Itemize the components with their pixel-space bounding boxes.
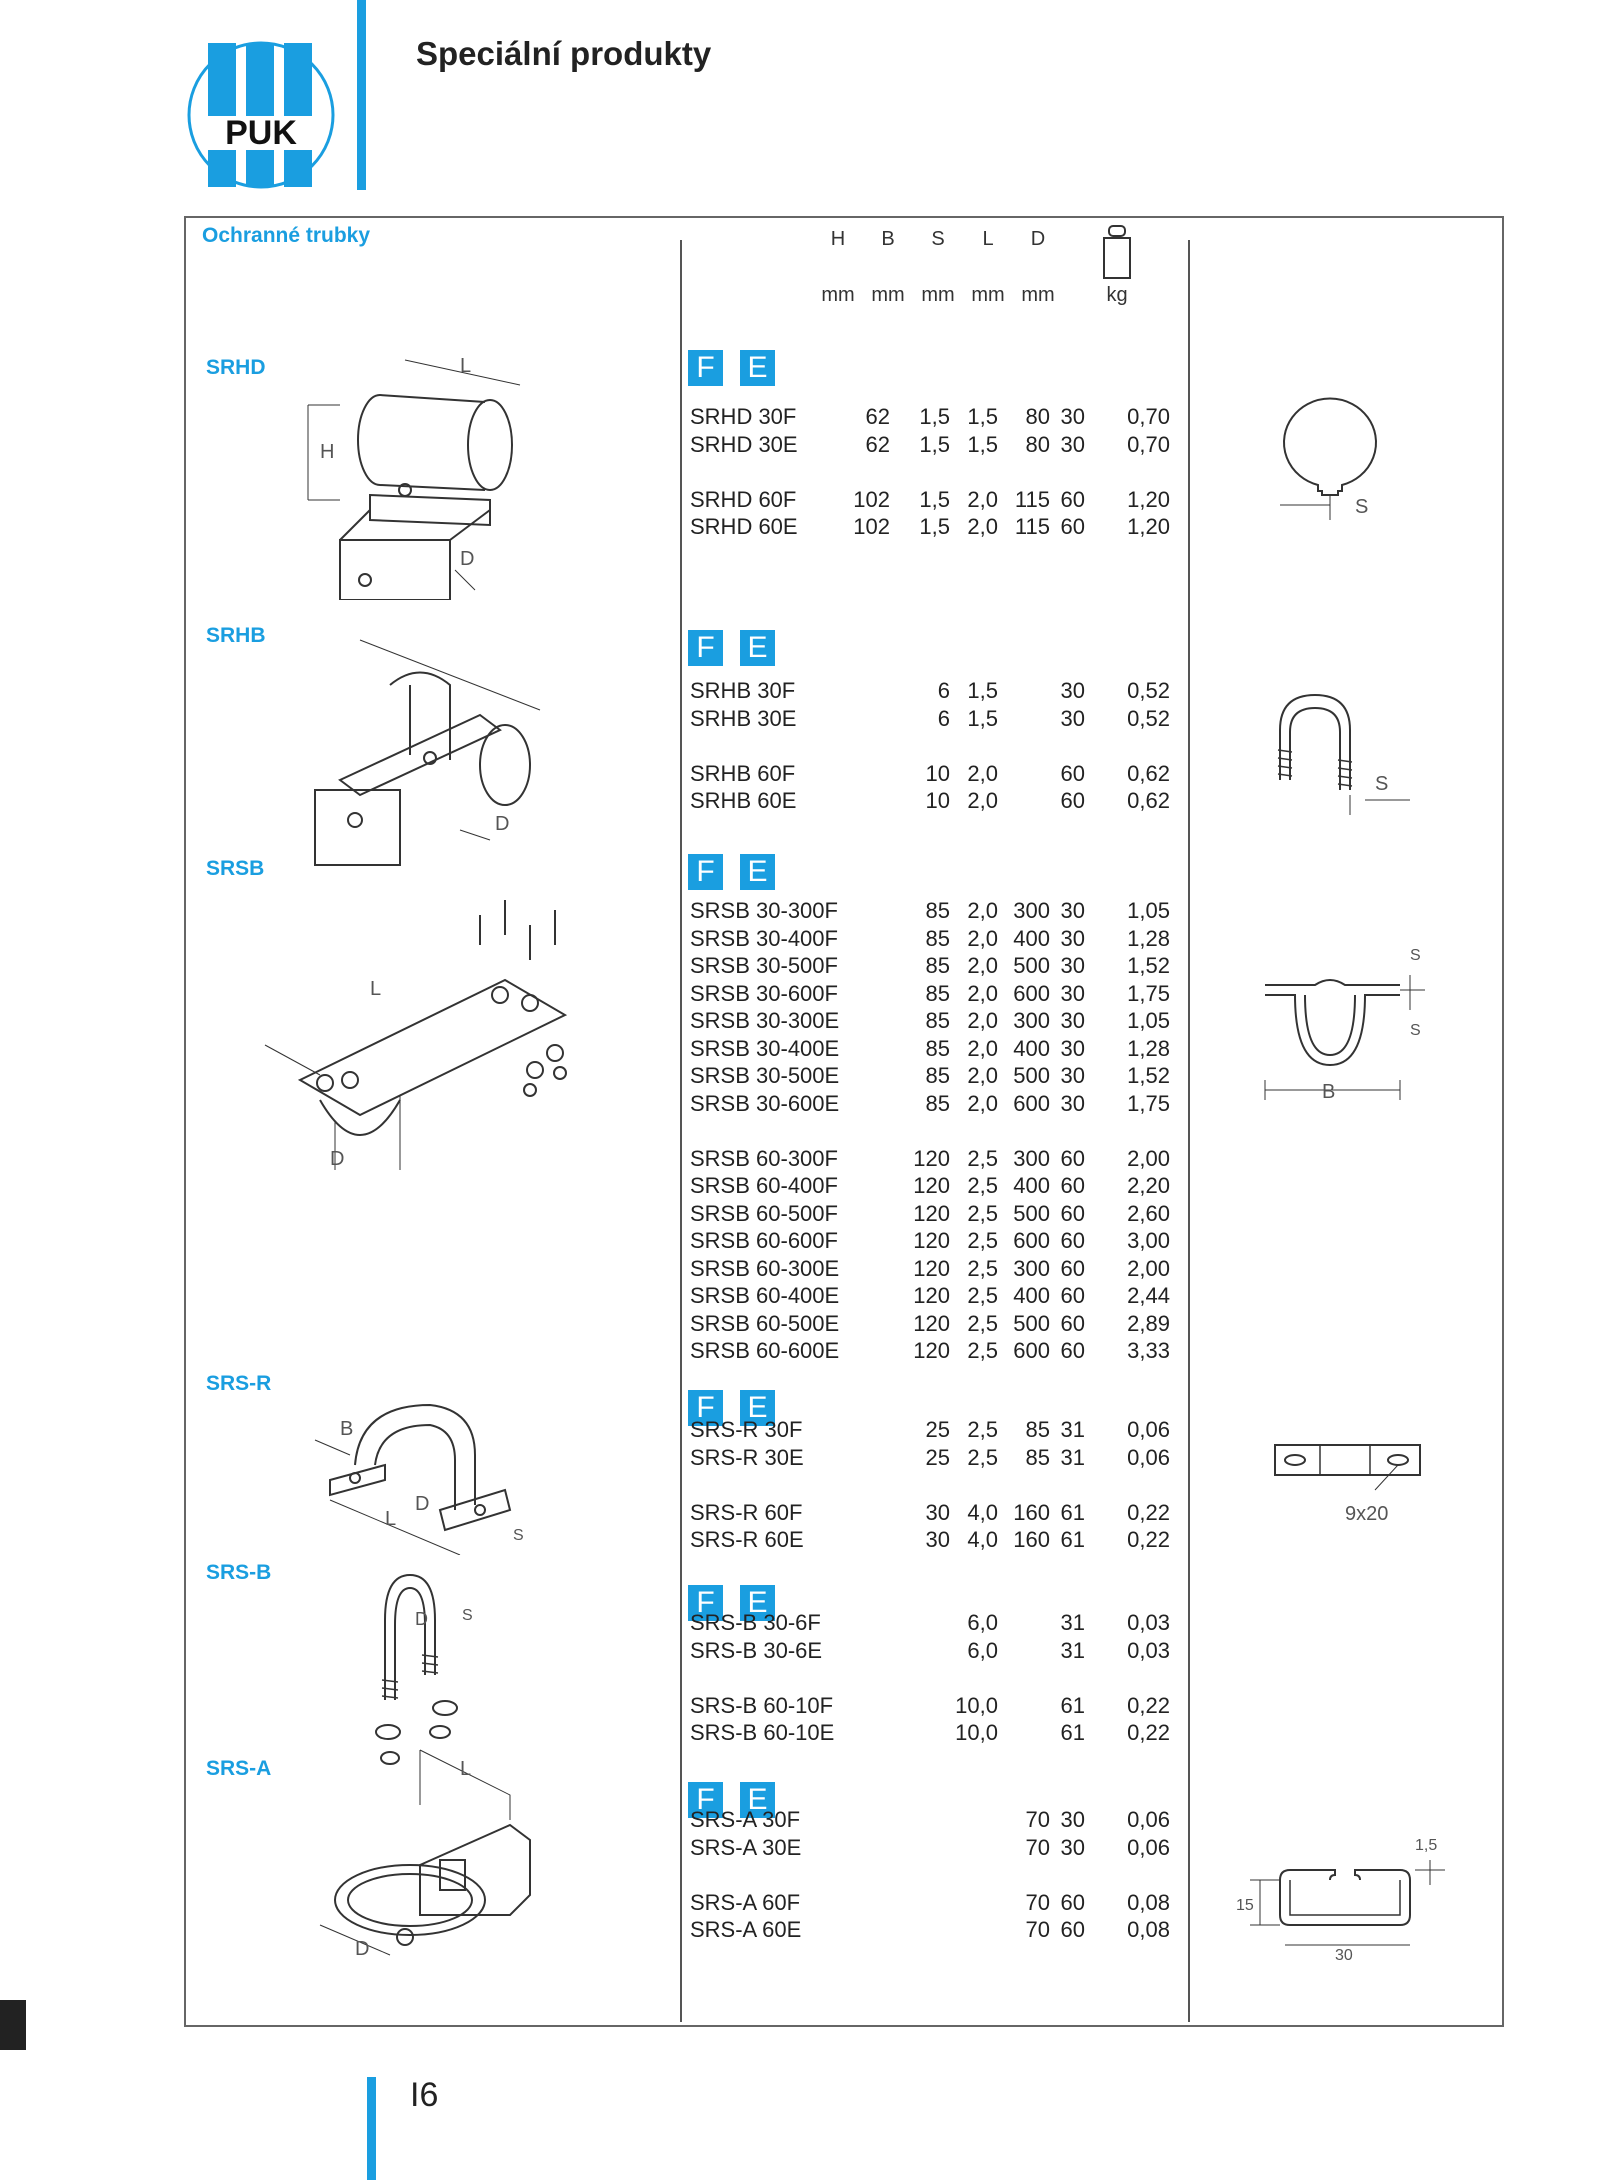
cell-d: 60 — [1060, 1338, 1085, 1363]
cell-s: 2,0 — [967, 925, 998, 951]
cell-l: 70 — [1025, 1807, 1050, 1832]
cell-b: 1,5 — [919, 514, 950, 539]
cell-d: 30 — [1060, 678, 1085, 703]
cell-l: 80 — [1025, 404, 1050, 429]
cell-name: SRS-B 30-6E — [690, 1637, 823, 1663]
cell-kg: 3,33 — [1127, 1338, 1170, 1363]
cell-s: 2,0 — [967, 1090, 998, 1116]
srhb-profile — [1270, 690, 1410, 820]
cell-s: 6,0 — [967, 1637, 998, 1663]
cell-kg: 0,08 — [1127, 1889, 1170, 1915]
cell-l: 70 — [1025, 1889, 1050, 1915]
column-separator-left — [680, 240, 682, 2022]
srs-a-profile — [1230, 1820, 1455, 1965]
cell-l: 600 — [1013, 1338, 1050, 1363]
cell-l: 160 — [1013, 1527, 1050, 1552]
cell-s: 2,0 — [967, 486, 998, 512]
cell-name: SRSB 60-500E — [690, 1310, 840, 1336]
cell-l: 85 — [1025, 1444, 1050, 1470]
col-unit-s: mm — [921, 284, 955, 306]
cell-b: 120 — [913, 1255, 950, 1281]
dim-label-l: L — [460, 1758, 472, 1780]
cell-b: 120 — [913, 1283, 950, 1308]
cell-s: 2,0 — [967, 514, 998, 539]
cell-name: SRHD 30F — [690, 404, 797, 429]
cell-l: 85 — [1025, 1417, 1050, 1442]
cell-b: 85 — [925, 980, 950, 1006]
cell-l: 400 — [1013, 1283, 1050, 1308]
header-accent-bar — [357, 0, 366, 190]
cell-l: 300 — [1013, 1255, 1050, 1281]
cell-kg: 1,75 — [1127, 980, 1170, 1006]
cell-s: 1,5 — [967, 431, 998, 457]
cell-name: SRHD 60F — [690, 486, 797, 512]
cell-name: SRSB 60-500F — [690, 1200, 838, 1226]
cell-d: 60 — [1060, 1283, 1085, 1308]
cell-kg: 0,08 — [1127, 1917, 1170, 1942]
cell-name: SRS-R 30E — [690, 1444, 804, 1470]
cell-kg: 2,00 — [1127, 1145, 1170, 1171]
cell-s: 1,5 — [967, 705, 998, 731]
cell-s: 2,0 — [967, 980, 998, 1006]
cell-l: 70 — [1025, 1917, 1050, 1942]
product-label-srhd: SRHD — [206, 356, 266, 379]
dim-label-s-top: S — [1410, 947, 1421, 964]
cell-l: 300 — [1013, 1008, 1050, 1033]
badge-e: E — [740, 1585, 775, 1621]
badge-f: F — [688, 1585, 723, 1621]
cell-d: 60 — [1060, 1310, 1085, 1336]
cell-name: SRSB 30-600F — [690, 980, 838, 1006]
cell-kg: 1,20 — [1127, 514, 1170, 539]
cell-s: 2,5 — [967, 1310, 998, 1336]
cell-name: SRS-B 30-6F — [690, 1610, 821, 1635]
cell-kg: 1,05 — [1127, 1008, 1170, 1033]
cell-name: SRSB 30-600E — [690, 1090, 840, 1116]
srs-r-profile — [1270, 1430, 1430, 1530]
cell-b: 1,5 — [919, 486, 950, 512]
cell-kg: 1,05 — [1127, 898, 1170, 923]
slot-label: 9x20 — [1345, 1503, 1389, 1525]
cell-name: SRSB 30-300F — [690, 898, 838, 923]
cell-name: SRSB 60-600F — [690, 1228, 838, 1253]
dim-label-15: 15 — [1236, 1897, 1254, 1914]
cell-b: 85 — [925, 1063, 950, 1088]
cell-d: 31 — [1060, 1637, 1085, 1663]
cell-d: 60 — [1060, 1200, 1085, 1226]
cell-s: 2,0 — [967, 953, 998, 978]
cell-s: 10,0 — [955, 1720, 998, 1745]
cell-b: 10 — [925, 760, 950, 786]
product-label-srs-r: SRS-R — [206, 1372, 272, 1395]
cell-d: 60 — [1060, 514, 1085, 539]
srs-r-illustration — [310, 1385, 530, 1555]
cell-l: 600 — [1013, 1090, 1050, 1116]
cell-kg: 0,62 — [1127, 760, 1170, 786]
product-label-srs-b: SRS-B — [206, 1561, 272, 1584]
dim-label-30: 30 — [1335, 1947, 1353, 1964]
cell-d: 30 — [1060, 1090, 1085, 1116]
product-label-srsb: SRSB — [206, 857, 265, 880]
cell-name: SRSB 60-300E — [690, 1255, 840, 1281]
dim-label-d: D — [415, 1493, 430, 1515]
srsb-illustration — [260, 885, 590, 1205]
cell-l: 600 — [1013, 1228, 1050, 1253]
cell-name: SRS-R 60E — [690, 1527, 804, 1552]
dim-label-h: H — [320, 441, 335, 463]
cell-b: 120 — [913, 1200, 950, 1226]
cell-d: 60 — [1060, 1255, 1085, 1281]
cell-name: SRSB 30-500E — [690, 1063, 840, 1088]
cell-s: 2,0 — [967, 1008, 998, 1033]
badge-e: E — [740, 350, 775, 386]
cell-kg: 3,00 — [1127, 1228, 1170, 1253]
cell-kg: 0,03 — [1127, 1610, 1170, 1635]
cell-kg: 1,52 — [1127, 953, 1170, 978]
col-header-h: H — [830, 228, 846, 250]
col-unit-l: mm — [971, 284, 1005, 306]
cell-h: 62 — [865, 404, 890, 429]
cell-kg: 1,28 — [1127, 1035, 1170, 1061]
cell-name: SRSB 60-400F — [690, 1173, 838, 1198]
cell-d: 60 — [1060, 1228, 1085, 1253]
cell-d: 60 — [1060, 788, 1085, 813]
cell-l: 300 — [1013, 1145, 1050, 1171]
cell-d: 30 — [1060, 925, 1085, 951]
cell-kg: 0,22 — [1127, 1527, 1170, 1552]
cell-name: SRS-R 30F — [690, 1417, 803, 1442]
cell-kg: 1,28 — [1127, 925, 1170, 951]
cell-name: SRHB 60F — [690, 760, 796, 786]
dim-label-b: B — [1322, 1081, 1336, 1103]
cell-kg: 0,06 — [1127, 1807, 1170, 1832]
cell-kg: 2,60 — [1127, 1200, 1170, 1226]
cell-kg: 0,62 — [1127, 788, 1170, 813]
cell-s: 2,5 — [967, 1417, 998, 1442]
cell-b: 85 — [925, 1090, 950, 1116]
dim-label-s: S — [462, 1607, 473, 1624]
cell-s: 10,0 — [955, 1692, 998, 1718]
cell-b: 85 — [925, 1035, 950, 1061]
dim-label-s-bottom: S — [1410, 1022, 1421, 1039]
cell-s: 2,5 — [967, 1283, 998, 1308]
cell-s: 2,0 — [967, 760, 998, 786]
cell-name: SRS-A 30F — [690, 1807, 801, 1832]
cell-d: 30 — [1060, 404, 1085, 429]
cell-s: 2,5 — [967, 1200, 998, 1226]
cell-kg: 0,52 — [1127, 678, 1170, 703]
cell-l: 600 — [1013, 980, 1050, 1006]
dim-label-s: S — [1375, 773, 1389, 795]
cell-l: 500 — [1013, 1200, 1050, 1226]
cell-l: 115 — [1014, 514, 1050, 539]
cell-b: 120 — [913, 1338, 950, 1363]
cell-kg: 2,00 — [1127, 1255, 1170, 1281]
cell-d: 60 — [1060, 1917, 1085, 1942]
section-title: Ochranné trubky — [202, 224, 371, 247]
cell-name: SRSB 60-300F — [690, 1145, 838, 1171]
page-number: I6 — [410, 2076, 439, 2114]
badge-e: E — [740, 1390, 775, 1426]
cell-b: 120 — [913, 1173, 950, 1198]
cell-b: 85 — [925, 898, 950, 923]
cell-kg: 2,89 — [1127, 1310, 1170, 1336]
cell-kg: 0,22 — [1127, 1692, 1170, 1718]
product-label-srhb: SRHB — [206, 624, 266, 647]
dim-label-l: L — [460, 355, 472, 377]
cell-d: 60 — [1060, 760, 1085, 786]
cell-d: 61 — [1060, 1692, 1085, 1718]
cell-b: 6 — [937, 678, 950, 703]
cell-d: 30 — [1060, 1063, 1085, 1088]
badges-srhd — [688, 350, 792, 386]
srsb-profile — [1260, 930, 1460, 1110]
cell-kg: 0,52 — [1127, 705, 1170, 731]
cell-name: SRHD 60E — [690, 514, 798, 539]
col-unit-kg: kg — [1106, 284, 1128, 306]
srhb-illustration — [300, 630, 545, 870]
cell-b: 10 — [925, 788, 950, 813]
cell-name: SRS-R 60F — [690, 1499, 803, 1525]
cell-kg: 0,06 — [1127, 1417, 1170, 1442]
cell-d: 30 — [1060, 705, 1085, 731]
dim-label-d: D — [330, 1148, 345, 1170]
cell-s: 2,5 — [967, 1145, 998, 1171]
cell-d: 61 — [1060, 1499, 1085, 1525]
cell-d: 30 — [1060, 1807, 1085, 1832]
col-header-l: L — [982, 228, 994, 250]
cell-name: SRHB 30E — [690, 705, 797, 731]
cell-d: 30 — [1060, 980, 1085, 1006]
cell-name: SRS-A 60E — [690, 1917, 802, 1942]
cell-name: SRSB 30-400F — [690, 925, 838, 951]
dim-label-d: D — [355, 1938, 370, 1960]
cell-kg: 0,06 — [1127, 1444, 1170, 1470]
cell-kg: 0,70 — [1127, 431, 1170, 457]
cell-name: SRSB 60-400E — [690, 1283, 840, 1308]
cell-s: 2,5 — [967, 1338, 998, 1363]
cell-l: 300 — [1013, 898, 1050, 923]
cell-kg: 0,22 — [1127, 1720, 1170, 1745]
cell-b: 120 — [913, 1310, 950, 1336]
dim-label-1-5: 1,5 — [1415, 1837, 1438, 1854]
cell-d: 61 — [1060, 1527, 1085, 1552]
cell-h: 62 — [865, 431, 890, 457]
cell-l: 400 — [1013, 925, 1050, 951]
cell-name: SRS-A 30E — [690, 1834, 802, 1860]
dim-label-b: B — [340, 1418, 354, 1440]
cell-h: 102 — [853, 486, 890, 512]
cell-l: 500 — [1013, 953, 1050, 978]
cell-kg: 0,03 — [1127, 1637, 1170, 1663]
cell-name: SRSB 60-600E — [690, 1338, 840, 1363]
cell-b: 30 — [925, 1527, 950, 1552]
chapter-tab — [0, 2000, 26, 2050]
page-title: Speciální produkty — [416, 35, 712, 72]
cell-s: 2,5 — [967, 1255, 998, 1281]
logo-text: PUK — [225, 114, 297, 152]
badge-f: F — [688, 854, 723, 890]
cell-d: 30 — [1060, 953, 1085, 978]
cell-l: 80 — [1025, 431, 1050, 457]
cell-l: 500 — [1013, 1310, 1050, 1336]
dim-label-s: S — [513, 1527, 524, 1544]
cell-d: 30 — [1060, 1008, 1085, 1033]
cell-b: 1,5 — [919, 431, 950, 457]
footer-accent-bar — [367, 2077, 376, 2180]
cell-s: 2,5 — [967, 1444, 998, 1470]
cell-l: 115 — [1014, 486, 1050, 512]
cell-kg: 1,52 — [1127, 1063, 1170, 1088]
srhd-profile — [1270, 395, 1400, 520]
cell-name: SRS-B 60-10F — [690, 1692, 834, 1718]
cell-l: 160 — [1013, 1499, 1050, 1525]
cell-kg: 0,70 — [1127, 404, 1170, 429]
cell-d: 31 — [1060, 1444, 1085, 1470]
dim-label-d: D — [460, 548, 475, 570]
cell-s: 2,5 — [967, 1173, 998, 1198]
cell-s: 2,5 — [967, 1228, 998, 1253]
cell-l: 500 — [1013, 1063, 1050, 1088]
srs-b-illustration — [370, 1570, 480, 1770]
badge-f: F — [688, 1782, 723, 1818]
cell-s: 1,5 — [967, 678, 998, 703]
cell-b: 120 — [913, 1145, 950, 1171]
col-header-d: D — [1030, 228, 1046, 250]
col-header-s: S — [931, 228, 945, 250]
cell-l: 70 — [1025, 1834, 1050, 1860]
cell-d: 60 — [1060, 1145, 1085, 1171]
cell-d: 60 — [1060, 1889, 1085, 1915]
cell-kg: 1,75 — [1127, 1090, 1170, 1116]
col-unit-d: mm — [1021, 284, 1055, 306]
cell-kg: 0,22 — [1127, 1499, 1170, 1525]
cell-s: 2,0 — [967, 1035, 998, 1061]
badge-e: E — [740, 854, 775, 890]
cell-name: SRSB 30-300E — [690, 1008, 840, 1033]
cell-d: 30 — [1060, 431, 1085, 457]
badge-f: F — [688, 630, 723, 666]
product-label-srs-a: SRS-A — [206, 1757, 272, 1780]
cell-name: SRSB 30-400E — [690, 1035, 840, 1061]
cell-kg: 2,20 — [1127, 1173, 1170, 1198]
cell-b: 120 — [913, 1228, 950, 1253]
cell-h: 102 — [853, 514, 890, 539]
cell-s: 2,0 — [967, 898, 998, 923]
puk-logo — [186, 40, 336, 190]
cell-name: SRSB 30-500F — [690, 953, 838, 978]
cell-b: 85 — [925, 1008, 950, 1033]
cell-kg: 0,06 — [1127, 1834, 1170, 1860]
cell-d: 31 — [1060, 1417, 1085, 1442]
cell-b: 85 — [925, 925, 950, 951]
cell-name: SRHD 30E — [690, 431, 798, 457]
cell-s: 4,0 — [967, 1499, 998, 1525]
cell-s: 2,0 — [967, 788, 998, 813]
cell-b: 85 — [925, 953, 950, 978]
cell-d: 31 — [1060, 1610, 1085, 1635]
badge-e: E — [740, 1782, 775, 1818]
cell-kg: 1,20 — [1127, 486, 1170, 512]
cell-b: 1,5 — [919, 404, 950, 429]
cell-b: 25 — [925, 1444, 950, 1470]
cell-l: 400 — [1013, 1035, 1050, 1061]
cell-d: 30 — [1060, 1035, 1085, 1061]
dim-label-s: S — [1355, 496, 1369, 518]
cell-b: 30 — [925, 1499, 950, 1525]
cell-b: 25 — [925, 1417, 950, 1442]
dim-label-d: D — [495, 813, 510, 835]
weight-icon — [1102, 224, 1132, 282]
cell-d: 60 — [1060, 1173, 1085, 1198]
cell-d: 30 — [1060, 1834, 1085, 1860]
badges-srsb — [688, 854, 792, 890]
dim-label-l: L — [385, 1508, 397, 1530]
cell-d: 60 — [1060, 486, 1085, 512]
cell-s: 4,0 — [967, 1527, 998, 1552]
badge-f: F — [688, 1390, 723, 1426]
col-unit-b: mm — [871, 284, 905, 306]
cell-name: SRHB 30F — [690, 678, 796, 703]
badge-f: F — [688, 350, 723, 386]
badge-e: E — [740, 630, 775, 666]
cell-name: SRS-A 60F — [690, 1889, 801, 1915]
srhd-illustration — [300, 350, 540, 600]
badges-srhb — [688, 630, 792, 666]
column-separator-right — [1188, 240, 1190, 2022]
cell-b: 6 — [937, 705, 950, 731]
cell-l: 400 — [1013, 1173, 1050, 1198]
cell-d: 61 — [1060, 1720, 1085, 1745]
cell-d: 30 — [1060, 898, 1085, 923]
dim-label-l: L — [370, 978, 382, 1000]
cell-name: SRS-B 60-10E — [690, 1720, 835, 1745]
col-header-b: B — [881, 228, 895, 250]
col-unit-h: mm — [821, 284, 855, 306]
cell-s: 6,0 — [967, 1610, 998, 1635]
cell-kg: 2,44 — [1127, 1283, 1170, 1308]
cell-s: 1,5 — [967, 404, 998, 429]
cell-s: 2,0 — [967, 1063, 998, 1088]
dim-label-d: D — [415, 1609, 428, 1629]
srs-a-illustration — [310, 1745, 540, 1965]
cell-name: SRHB 60E — [690, 788, 797, 813]
